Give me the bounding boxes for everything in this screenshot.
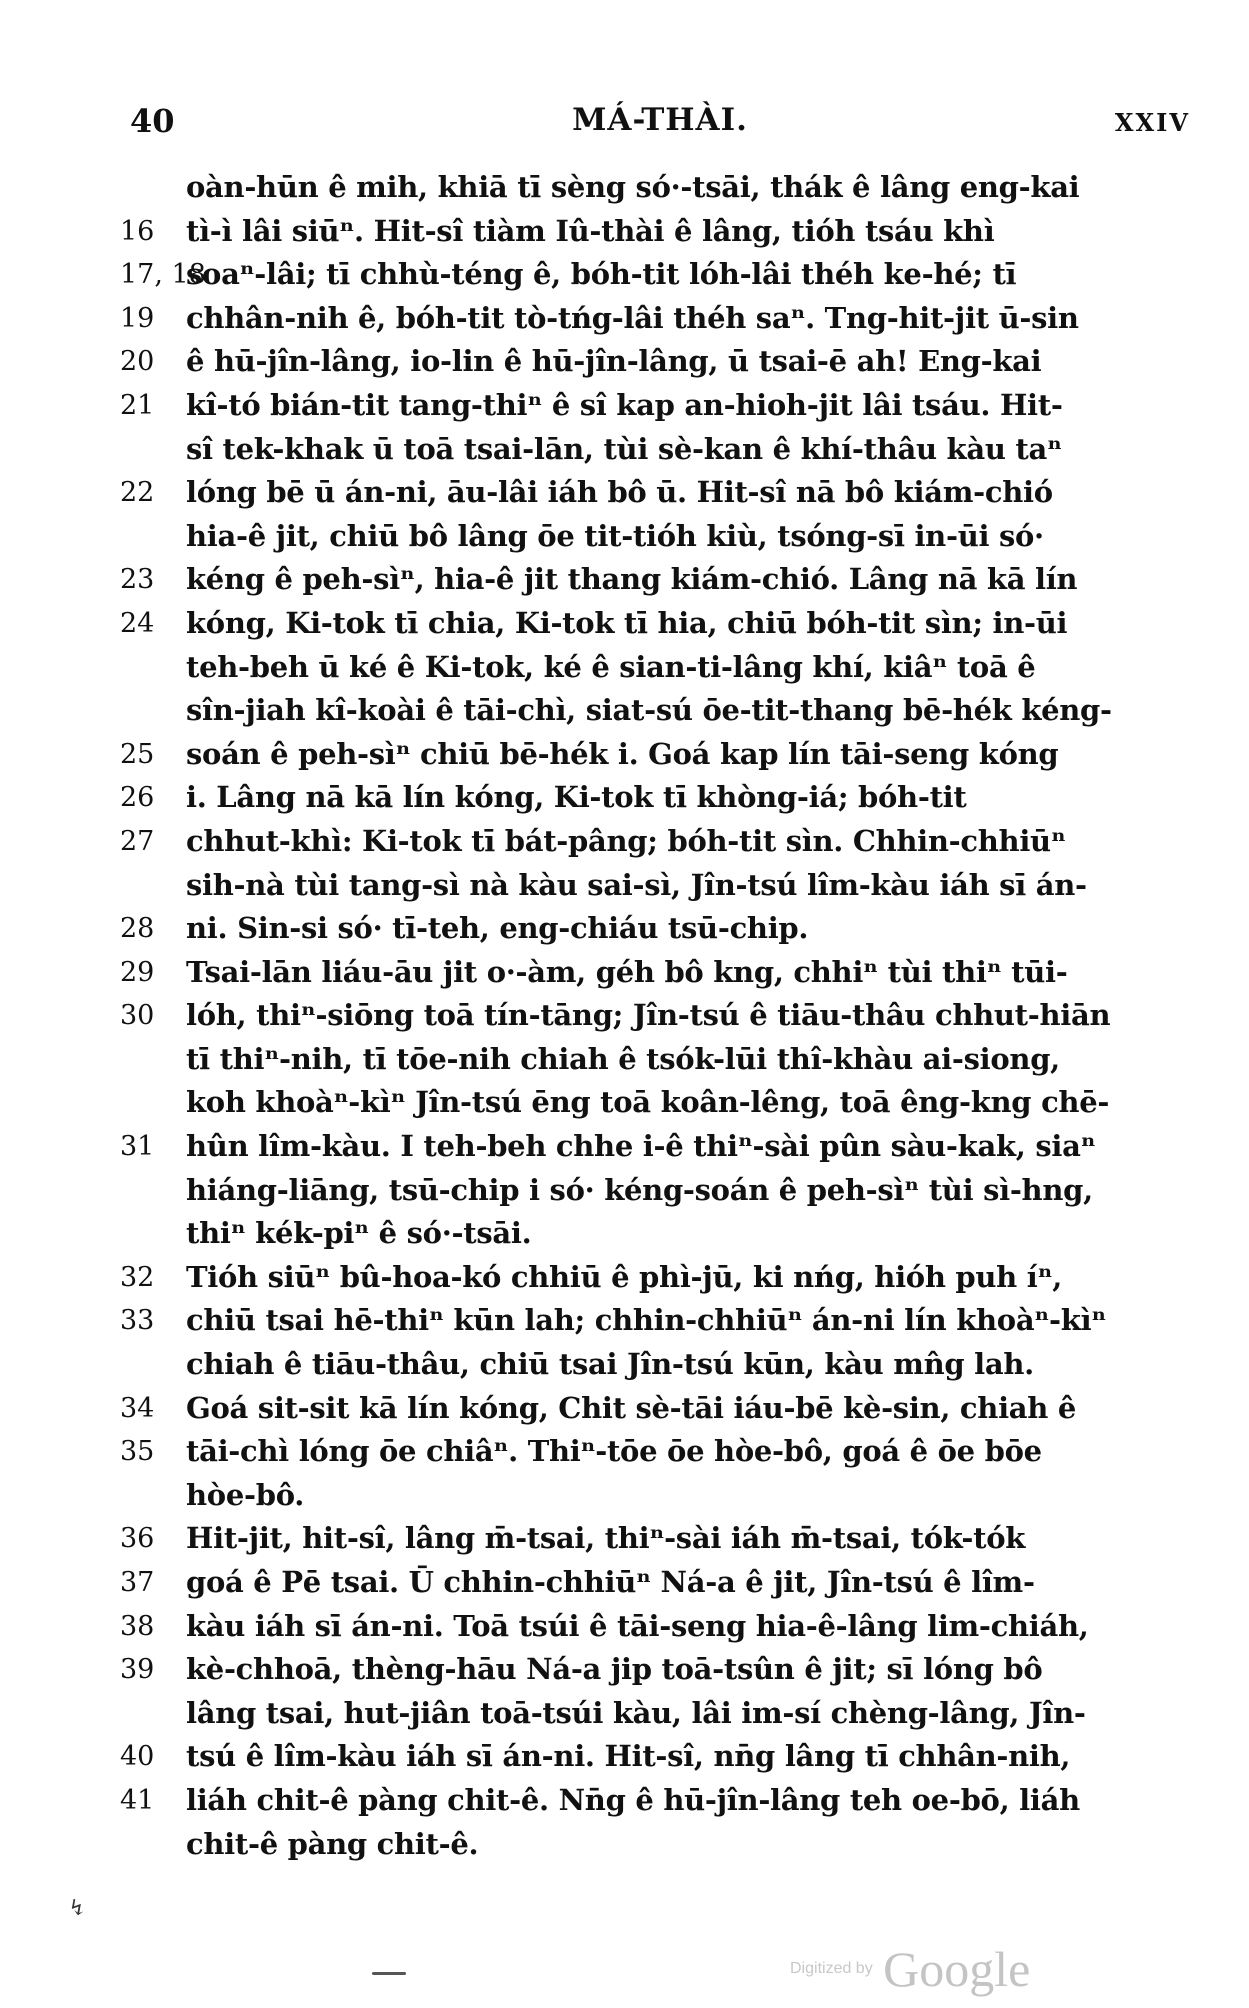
text-line: [120, 1735, 1200, 1779]
line-text: chiū tsai hē-thiⁿ kūn lah; chhin-chhiūⁿ án-ni lín khoàⁿ-kìⁿ: [186, 1303, 1107, 1338]
line-text: sî tek-khak ū toā tsai-lān, tùi sè-kan ê khí-thâu kàu taⁿ: [186, 431, 1062, 466]
verse-number: 38: [120, 1610, 155, 1642]
verse-number: 41: [120, 1784, 155, 1816]
digitized-by-text: Digitized by: [790, 1960, 873, 1977]
text-line: [120, 733, 1200, 777]
line-text: chiah ê tiāu-thâu, chiū tsai Jîn-tsú kūn, kàu mn̂g lah.: [186, 1347, 1034, 1382]
text-line: [120, 951, 1200, 995]
line-text: sîn-jiah kî-koài ê tāi-chì, siat-sú ōe-tit-thang bē-hék kéng-: [186, 693, 1112, 728]
line-text: kàu iáh sī án-ni. Toā tsúi ê tāi-seng hia-ê-lâng lim-chiáh,: [186, 1608, 1089, 1643]
text-line: [120, 166, 1200, 210]
line-text: lóng bē ū án-ni, āu-lâi iáh bô ū. Hit-sî nā bô kiám-chió: [186, 475, 1053, 510]
verse-number: 31: [120, 1131, 155, 1163]
line-text: koh khoàⁿ-kìⁿ Jîn-tsú ēng toā koân-lêng, toā êng-kng chē-: [186, 1085, 1110, 1120]
chapter-number: XXIV: [1114, 108, 1190, 137]
line-text: hûn lîm-kàu. I teh-beh chhe i-ê thiⁿ-sài pûn sàu-kak, siaⁿ: [186, 1129, 1096, 1164]
text-line: [120, 1038, 1200, 1082]
text-line: [120, 1125, 1200, 1169]
line-text: kî-tó bián-tit tang-thiⁿ ê sî kap an-hioh-jit lâi tsáu. Hit-: [186, 387, 1063, 422]
text-line: [120, 428, 1200, 472]
verse-number: 30: [120, 1000, 155, 1032]
line-text: teh-beh ū ké ê Ki-tok, ké ê sian-ti-lâng khí, kiâⁿ toā ê: [186, 649, 1036, 684]
text-body: [120, 166, 1200, 1866]
text-line: [120, 994, 1200, 1038]
text-line: [120, 689, 1200, 733]
text-line: [120, 384, 1200, 428]
verse-number: 19: [120, 302, 155, 334]
line-text: tī thiⁿ-nih, tī tōe-nih chiah ê tsók-lūi thî-khàu ai-siong,: [186, 1041, 1060, 1076]
line-text: i. Lâng nā kā lín kóng, Ki-tok tī khòng-iá; bóh-tit: [186, 780, 967, 815]
text-line: [120, 210, 1200, 254]
text-line: [120, 558, 1200, 602]
text-line: [120, 1169, 1200, 1213]
text-line: [120, 1212, 1200, 1256]
text-line: [120, 907, 1200, 951]
line-text: ê hū-jîn-lâng, io-lin ê hū-jîn-lâng, ū tsai-ē ah! Eng-kai: [186, 344, 1042, 379]
verse-number: 22: [120, 477, 155, 509]
line-text: Tsai-lān liáu-āu jit o·-àm, géh bô kng, chhiⁿ tùi thiⁿ tūi-: [186, 954, 1068, 989]
line-text: chhut-khì: Ki-tok tī bát-pâng; bóh-tit sìn. Chhin-chhiūⁿ: [186, 823, 1066, 858]
verse-number: 20: [120, 346, 155, 378]
verse-number: 17, 18: [120, 259, 206, 291]
line-text: tsú ê lîm-kàu iáh sī án-ni. Hit-sî, nn̄g lâng tī chhân-nih,: [186, 1739, 1071, 1774]
line-text: kéng ê peh-sìⁿ, hia-ê jit thang kiám-chió. Lâng nā kā lín: [186, 562, 1078, 597]
text-line: [120, 1387, 1200, 1431]
line-text: chhân-nih ê, bóh-tit tò-tńg-lâi théh saⁿ. Tng-hit-jit ū-sin: [186, 300, 1079, 335]
line-text: hia-ê jit, chiū bô lâng ōe tit-tióh kiù, tsóng-sī in-ūi só·: [186, 518, 1044, 553]
ink-smudge: [372, 1972, 406, 1975]
text-line: [120, 1343, 1200, 1387]
text-line: [120, 515, 1200, 559]
line-text: oàn-hūn ê mih, khiā tī sèng só·-tsāi, thák ê lâng eng-kai: [186, 170, 1080, 204]
verse-number: 35: [120, 1436, 155, 1468]
line-text: thiⁿ kék-piⁿ ê só·-tsāi.: [186, 1216, 532, 1251]
line-text: lóh, thiⁿ-siōng toā tín-tāng; Jîn-tsú ê tiāu-thâu chhut-hiān: [186, 998, 1111, 1033]
line-text: tì-ì lâi siūⁿ. Hit-sî tiàm Iû-thài ê lâng, tióh tsáu khì: [186, 213, 995, 248]
verse-number: 34: [120, 1392, 155, 1424]
verse-number: 24: [120, 607, 155, 639]
line-text: ni. Sin-si só· tī-teh, eng-chiáu tsū-chip.: [186, 911, 809, 946]
text-line: [120, 297, 1200, 341]
text-line: [120, 1779, 1200, 1823]
text-line: [120, 1648, 1200, 1692]
page-number: 40: [130, 102, 175, 140]
line-text: soaⁿ-lâi; tī chhù-téng ê, bóh-tit lóh-lâi théh ke-hé; tī: [186, 257, 1017, 292]
margin-mark-icon: ↯: [68, 1896, 87, 1921]
text-line: [120, 1256, 1200, 1300]
verse-number: 40: [120, 1741, 155, 1773]
line-text: liáh chit-ê pàng chit-ê. Nn̄g ê hū-jîn-lâng teh oe-bō, liáh: [186, 1782, 1080, 1817]
digitized-watermark: [790, 1940, 1030, 2000]
line-text: hòe-bô.: [186, 1477, 305, 1512]
line-text: lâng tsai, hut-jiân toā-tsúi kàu, lâi im-sí chèng-lâng, Jîn-: [186, 1695, 1086, 1730]
verse-number: 27: [120, 825, 155, 857]
text-line: [120, 1081, 1200, 1125]
text-line: [120, 820, 1200, 864]
verse-number: 29: [120, 956, 155, 988]
verse-number: 26: [120, 782, 155, 814]
text-line: [120, 1517, 1200, 1561]
verse-number: 16: [120, 215, 155, 247]
verse-number: 36: [120, 1523, 155, 1555]
line-text: Tióh siūⁿ bû-hoa-kó chhiū ê phì-jū, ki nńg, hióh puh íⁿ,: [186, 1259, 1063, 1294]
line-text: tāi-chì lóng ōe chiâⁿ. Thiⁿ-tōe ōe hòe-bô, goá ê ōe bōe: [186, 1434, 1042, 1469]
text-line: [120, 340, 1200, 384]
line-text: hiáng-liāng, tsū-chip i só· kéng-soán ê peh-sìⁿ tùi sì-hng,: [186, 1172, 1093, 1207]
book-title: MÁ-THÀI.: [572, 102, 748, 138]
text-line: [120, 646, 1200, 690]
line-text: Hit-jit, hit-sî, lâng m̄-tsai, thiⁿ-sài iáh m̄-tsai, tók-tók: [186, 1521, 1026, 1556]
line-text: Goá sit-sit kā lín kóng, Chit sè-tāi iáu-bē kè-sin, chiah ê: [186, 1390, 1077, 1425]
verse-number: 25: [120, 738, 155, 770]
verse-number: 37: [120, 1567, 155, 1598]
line-text: kóng, Ki-tok tī chia, Ki-tok tī hia, chiū bóh-tit sìn; in-ūi: [186, 605, 1068, 640]
text-line: [120, 864, 1200, 908]
line-text: sih-nà tùi tang-sì nà kàu sai-sì, Jîn-tsú lîm-kàu iáh sī án-: [186, 867, 1087, 902]
text-line: [120, 1299, 1200, 1343]
text-line: [120, 1430, 1200, 1474]
line-text: chit-ê pàng chit-ê.: [186, 1826, 479, 1861]
text-line: [120, 1692, 1200, 1736]
verse-number: 28: [120, 913, 155, 945]
text-line: [120, 1605, 1200, 1649]
text-line: [120, 776, 1200, 820]
text-line: [120, 1474, 1200, 1518]
text-line: [120, 1561, 1200, 1605]
verse-number: 33: [120, 1305, 155, 1337]
line-text: goá ê Pē tsai. Ū chhin-chhiūⁿ Ná-a ê jit, Jîn-tsú ê lîm-: [186, 1565, 1035, 1599]
verse-number: 39: [120, 1654, 155, 1686]
line-text: soán ê peh-sìⁿ chiū bē-hék i. Goá kap lín tāi-seng kóng: [186, 736, 1059, 771]
text-line: [120, 471, 1200, 515]
verse-number: 23: [120, 564, 155, 596]
running-header: [130, 102, 1190, 142]
text-line: [120, 602, 1200, 646]
text-line: [120, 1823, 1200, 1867]
line-text: kè-chhoā, thèng-hāu Ná-a jip toā-tsûn ê jit; sī lóng bô: [186, 1652, 1043, 1687]
verse-number: 32: [120, 1261, 155, 1293]
google-logo: Google: [883, 1941, 1031, 1997]
text-line: [120, 253, 1200, 297]
verse-number: 21: [120, 389, 155, 421]
